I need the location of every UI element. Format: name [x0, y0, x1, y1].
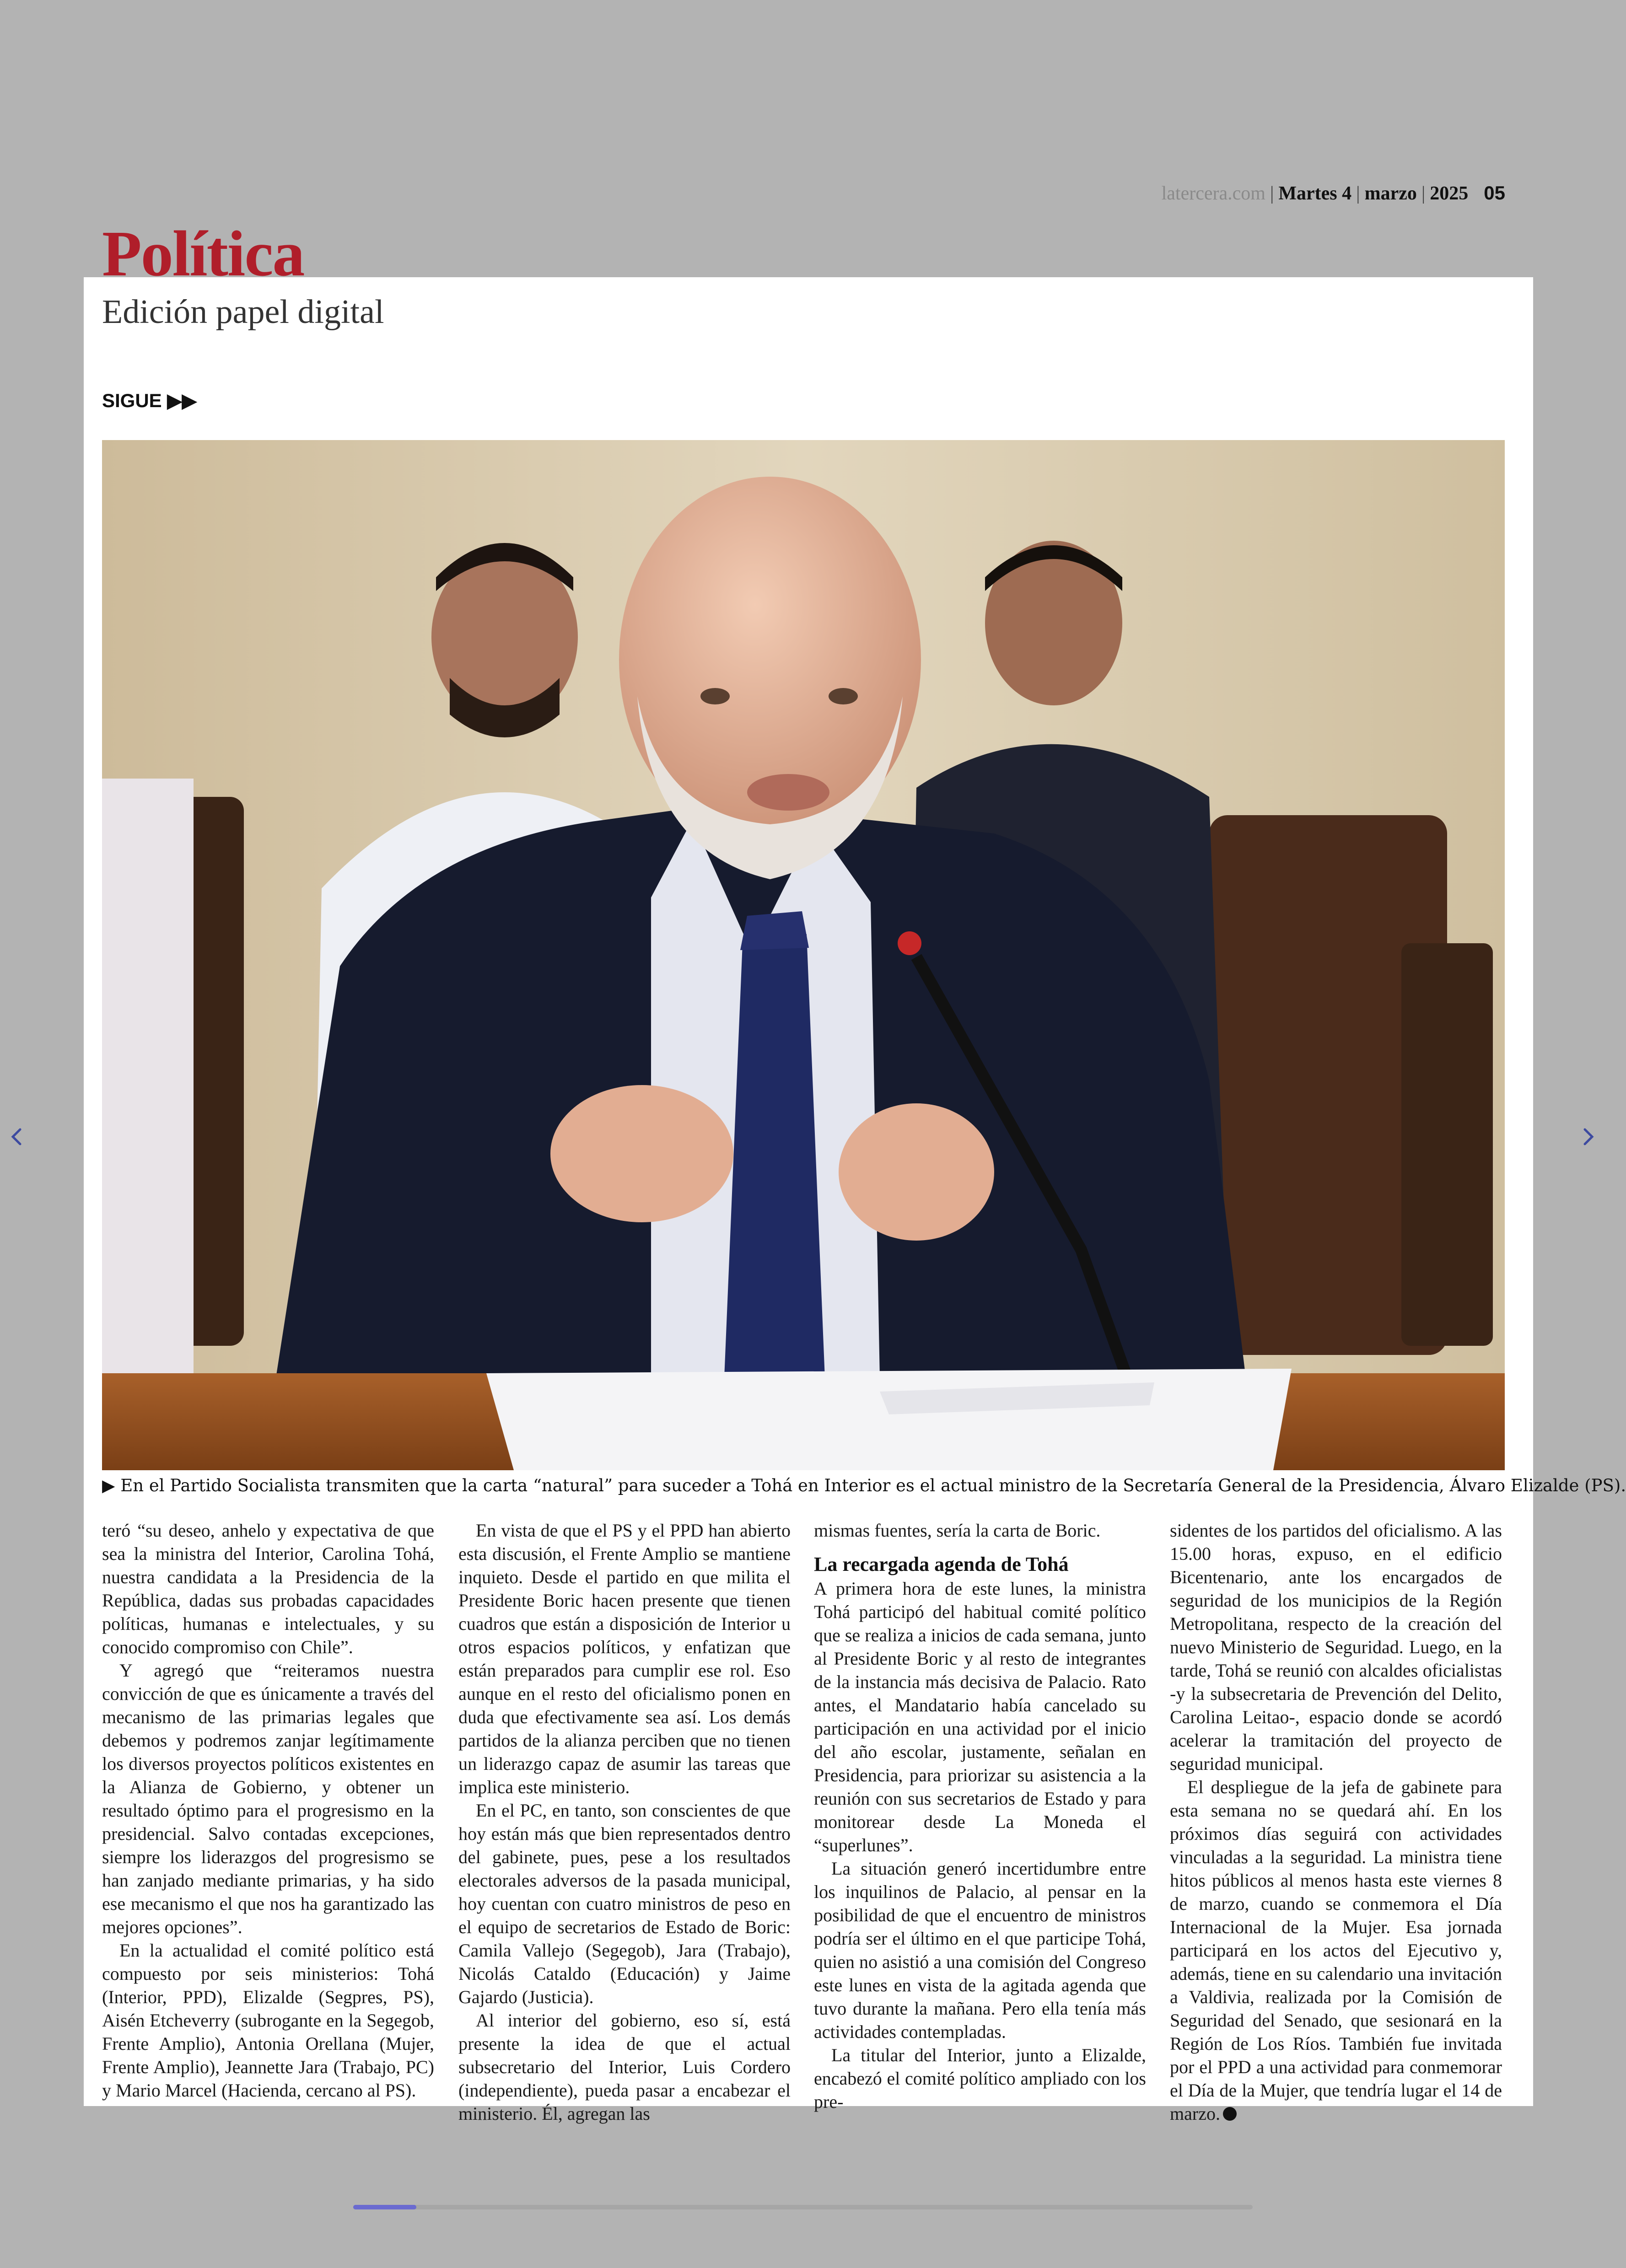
- masthead-month: marzo: [1364, 183, 1417, 204]
- previous-page-button[interactable]: [4, 1123, 31, 1150]
- article-column-1: [102, 1519, 434, 2101]
- article-photo: [102, 440, 1505, 1470]
- next-page-button[interactable]: [1574, 1123, 1601, 1150]
- page-number: 05: [1484, 182, 1505, 204]
- article-paragraph: En vista de que el PS y el PPD han abierto esta discusión, el Frente Amplio se mantiene inquieto. Desde el partido en que milita el Presidente Boric hacen presente que tienen cuadros que están a disposición de Interior u otros espacios políticos, y enfatizan que están preparados para cumplir ese rol. Eso aunque en el resto del oficialismo ponen en duda que efectivamente sea así. Los demás partidos de la alianza perciben que no tienen un liderazgo capaz de asumir las tareas que implica este ministerio.: [458, 1520, 791, 1797]
- photo-caption: ▶ En el Partido Socialista transmiten que la carta “natural” para suceder a Tohá en Interior es el actual ministro de la Secretaría General de la Presidencia, Álvaro Elizalde (PS).: [102, 1476, 1626, 1495]
- masthead: latercera.com | Martes 4 | marzo | 2025 05: [1161, 182, 1505, 204]
- article-paragraph: La situación generó incertidumbre entre los inquilinos de Palacio, al pensar en la posibilidad de que el encuentro de ministros podría ser el último en el que participe Tohá, quien no asistió a una comisión del Congreso este lunes en vista de la agitada agenda que tuvo durante la mañana. Pero ella tenía más actividades contempladas.: [814, 1858, 1146, 2042]
- article-column-4: [1170, 1519, 1502, 2124]
- article-paragraph: sidentes de los partidos del oficialismo. A las 15.00 horas, expuso, en el edificio Bicentenario, ante los encargados de seguridad de los municipios de la Región Metropolitana, respecto de la creación del nuevo Ministerio de Seguridad. Luego, en la tarde, Tohá se reunió con alcaldes oficialistas -y la subsecretaria de Prevención del Delito, Carolina Leitao-, espacio donde se acordó acelerar la tramitación del proyecto de seguridad municipal.: [1170, 1520, 1502, 1774]
- masthead-day: Martes 4: [1278, 183, 1352, 204]
- article-paragraph: El despliegue de la jefa de gabinete para esta semana no se quedará ahí. En los próximos días seguirá con actividades vinculadas a la seguridad. La ministra tiene hitos públicos al menos hasta este viernes 8 de marzo, cuando se conmemora el Día Internacional de la Mujer. Esa jornada participará en los actos del Ejecutivo y, además, tiene en su calendario una invitación a Valdivia, realizada por la Comisión de Seguridad del Senado, que sesionará en la Región de Los Ríos. También fue invitada por el PPD a una actividad para conmemorar el Día de la Mujer, que tendría lugar el 14 de marzo.: [1170, 1777, 1502, 2124]
- article-paragraph: En la actualidad el comité político está compuesto por seis ministerios: Tohá (Interior, PPD), Elizalde (Segpres, PS), Aisén Etcheverry (subrogante en la Segegob, Frente Amplio), Antonia Orellana (Mujer, Frente Amplio), Jeannette Jara (Trabajo, PC) y Mario Marcel (Hacienda, cercano al PS).: [102, 1940, 434, 2101]
- chevron-left-icon: [4, 1123, 31, 1150]
- progress-fill: [353, 2205, 416, 2209]
- masthead-year: 2025: [1430, 183, 1469, 204]
- article-paragraph: Y agregó que “reiteramos nuestra convicción de que es únicamente a través del mecanismo de las primarias legales que debemos y podremos zanjar legítimamente los diversos proyectos políticos existentes en la Alianza de Gobierno, y obtener un resultado óptimo para el progresismo en la presidencial. Salvo contadas excepciones, siempre los liderazgos del progresismo se han zanjado mediante primarias, y ha sido ese mecanismo el que nos ha garantizado las mejores opciones”.: [102, 1660, 434, 1937]
- article-paragraph: mismas fuentes, sería la carta de Boric.: [814, 1520, 1101, 1541]
- article-column-2: [458, 1519, 791, 2124]
- article-paragraph: En el PC, en tanto, son conscientes de que hoy están más que bien representados dentro del gabinete, pues, pese a los resultados electorales adversos de la pasada municipal, hoy cuentan con cuatro ministros de peso en el equipo de secretarios de Estado de Boric: Camila Vallejo (Segegob), Jara (Trabajo), Nicolás Cataldo (Educación) y Jaime Gajardo (Justicia).: [458, 1800, 791, 2007]
- article-paragraph: teró “su deseo, anhelo y expectativa de que sea la ministra del Interior, Carolina Tohá, nuestra candidata a la Presidencia de la República, dadas sus probadas capacidades políticas, humanas e intelectuales, y su conocido compromiso con Chile”.: [102, 1520, 434, 1657]
- chevron-right-icon: [1574, 1123, 1601, 1150]
- page-progress-bar[interactable]: [353, 2205, 1253, 2209]
- end-of-article-icon: [1223, 2107, 1237, 2121]
- section-title: Política: [102, 217, 304, 290]
- article-paragraph: A primera hora de este lunes, la ministra Tohá participó del habitual comité político que se realiza a inicios de cada semana, junto al Presidente Boric y al resto de integrantes de la instancia más decisiva de Palacio. Rato antes, el Mandatario había cancelado su participación en una actividad por el inicio del año escolar, justamente, señalan en Presidencia, para priorizar su asistencia a la reunión con sus secretarios de Estado y para monitorear desde La Moneda el “superlunes”.: [814, 1578, 1146, 1855]
- article-paragraph: La titular del Interior, junto a Elizalde, encabezó el comité político ampliado con los pre-: [814, 2045, 1146, 2112]
- article-paragraph: Al interior del gobierno, eso sí, está presente la idea de que el actual subsecretario del Interior, Luis Cordero (independiente), pueda pasar a encabezar el ministerio. Él, agregan las: [458, 2010, 791, 2124]
- subheading: La recargada agenda de Tohá: [814, 1553, 1069, 1575]
- article-column-3: [814, 1519, 1146, 2112]
- site-name: latercera.com: [1161, 183, 1265, 204]
- edition-subtitle: Edición papel digital: [102, 293, 384, 331]
- continue-label: SIGUE ▶▶: [102, 390, 197, 411]
